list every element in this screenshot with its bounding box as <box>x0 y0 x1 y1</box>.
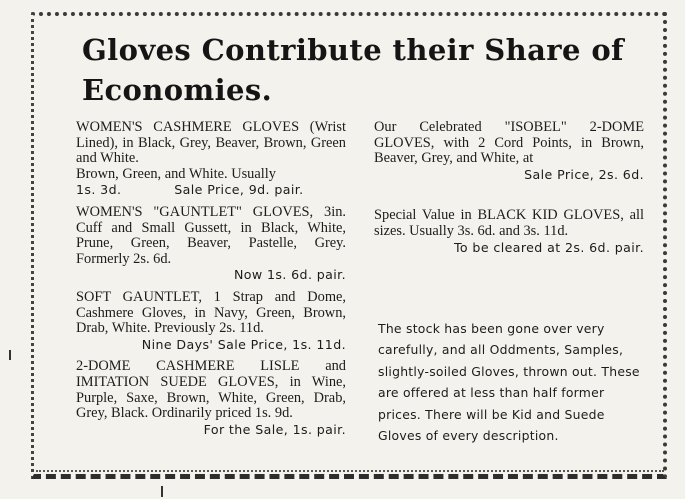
headline-line: Gloves Contribute their Share of <box>82 33 624 67</box>
headline-line: Economies. <box>82 73 273 107</box>
glove-item-black-kid <box>374 208 644 255</box>
left-column <box>76 120 346 444</box>
item-price: For the Sale, 1s. pair. <box>203 421 346 437</box>
right-column <box>374 120 644 262</box>
print-speck <box>161 486 163 497</box>
item-description: 2-DOME CASHMERE LISLE and IMITATION SUEDE GLOVES, in Wine, Purple, Saxe, Brown, White, Green, Drab, Grey, Black. Ordinarily priced 1s. 9d. <box>76 358 346 422</box>
item-price: 1s. 3d. Sale Price, 9d. pair. <box>76 182 304 198</box>
item-description: SOFT GAUNTLET, 1 Strap and Dome, Cashmere Gloves, in Navy, Green, Brown, Drab, White. Previously 2s. 11d. <box>76 288 346 337</box>
print-speck <box>9 350 11 360</box>
item-price: Nine Days' Sale Price, 1s. 11d. <box>141 336 346 352</box>
headline <box>82 30 642 110</box>
bottom-rule <box>36 470 664 472</box>
item-price: To be cleared at 2s. 6d. pair. <box>453 239 644 255</box>
item-description: WOMEN'S "GAUNTLET" GLOVES, 3in. Cuff and Small Gussett, in Black, White, Prune, Green, Beaver, Pastelle, Grey. Formerly 2s. 6d. <box>76 203 346 267</box>
item-price: Sale Price, 2s. 6d. <box>524 166 644 182</box>
glove-item-soft-gauntlet <box>76 290 346 352</box>
item-description: Brown, Green, and White. Usually <box>76 165 276 182</box>
item-description: Special Value in BLACK KID GLOVES, all sizes. Usually 3s. 6d. and 3s. 11d. <box>374 207 644 239</box>
glove-item-gauntlet <box>76 205 346 283</box>
glove-item-isobel <box>374 120 644 182</box>
closing-paragraph: The stock has been gone over very carefully, and all Oddments, Samples, slightly-soiled Gloves, thrown out. These are offered at less than half former prices. There will be Kid and Suede Gloves of every description. <box>378 321 640 444</box>
item-description: WOMEN'S CASHMERE GLOVES (Wrist Lined), in Black, Grey, Beaver, Brown, Green and White. <box>76 119 346 167</box>
glove-item-cashmere <box>76 120 346 198</box>
item-description: Our Celebrated "ISOBEL" 2-DOME GLOVES, with 2 Cord Points, in Brown, Beaver, Grey, and White, at <box>374 119 644 167</box>
glove-item-2-dome-lisle <box>76 359 346 437</box>
item-price: Now 1s. 6d. pair. <box>233 267 346 283</box>
